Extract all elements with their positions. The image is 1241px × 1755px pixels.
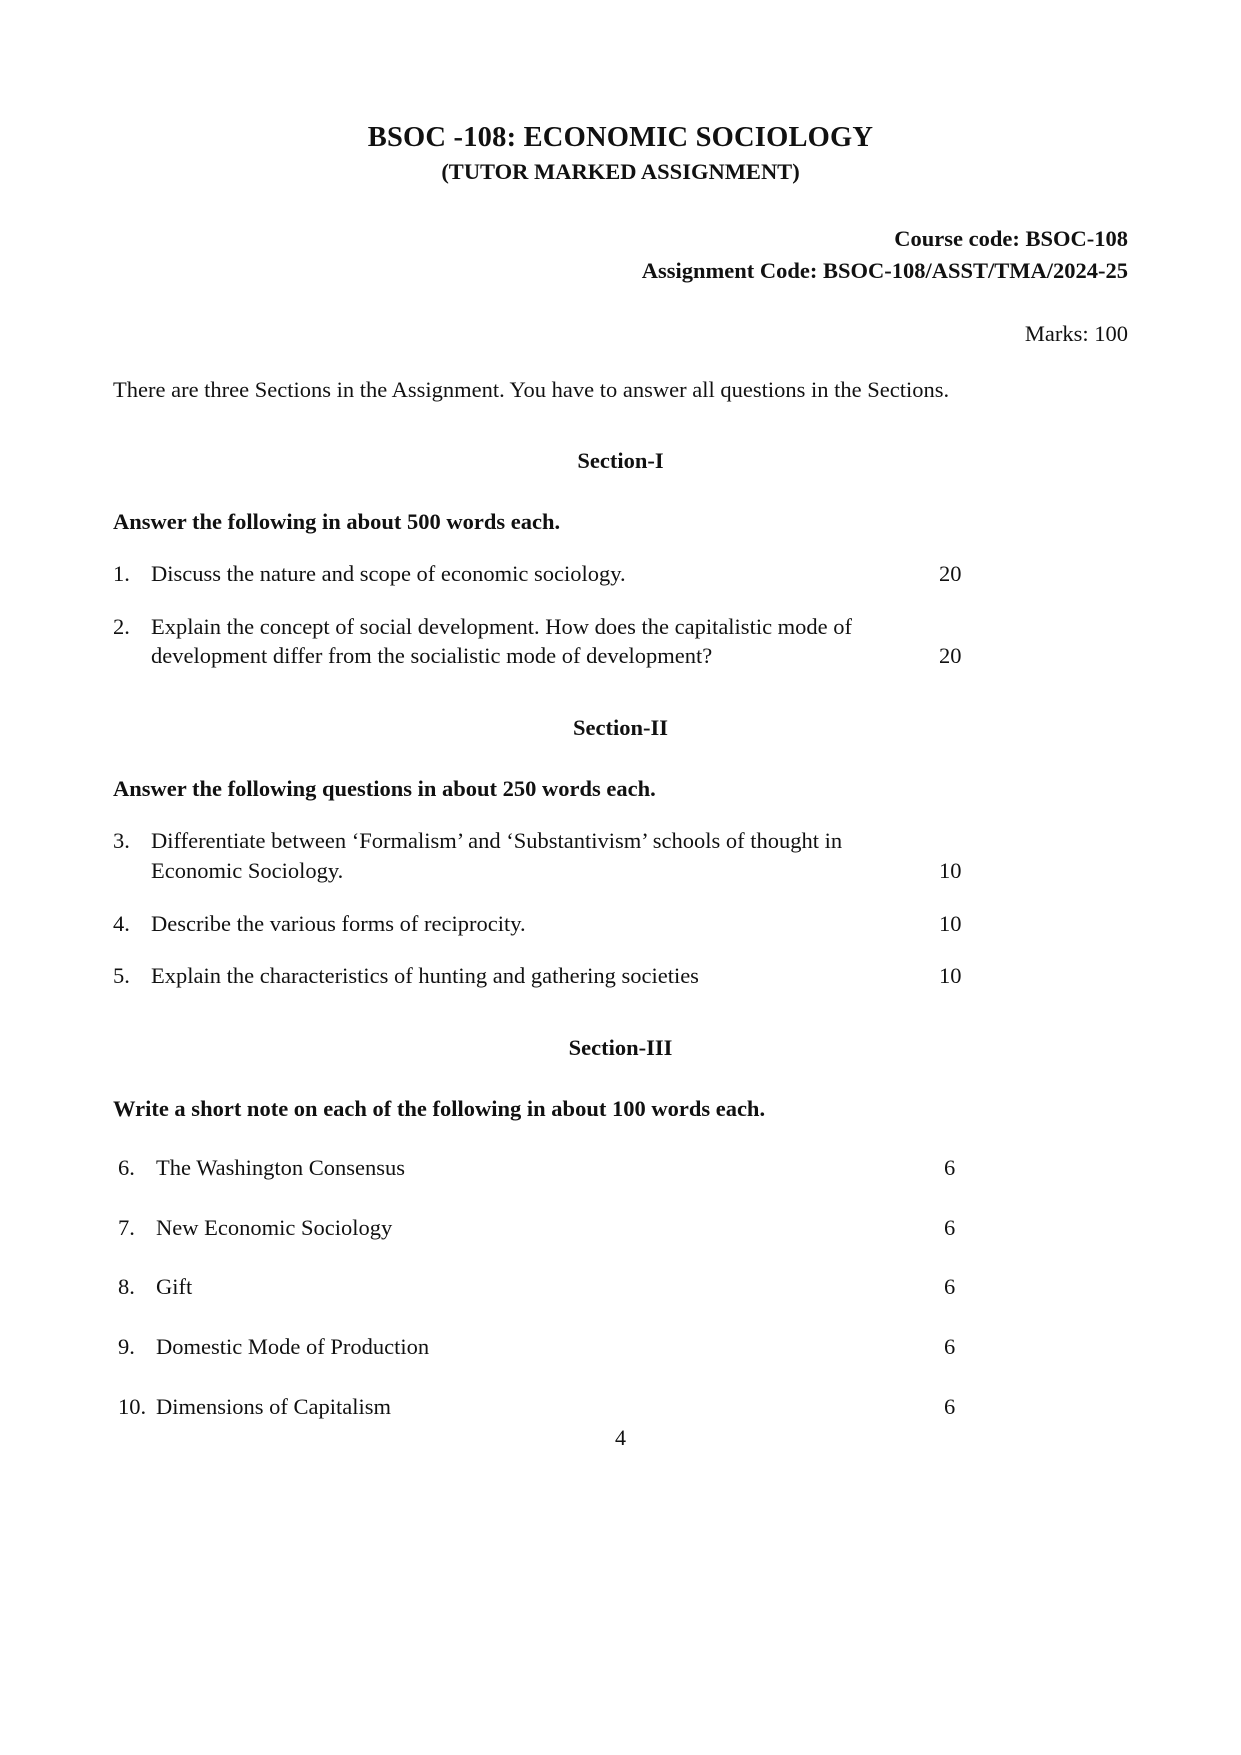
page-number: 4: [615, 1425, 626, 1450]
question-item: [113, 612, 1128, 671]
question-text-line-1: Differentiate between ‘Formalism’ and ‘Substantivism’ schools of thought in: [151, 828, 843, 854]
question-text: [151, 826, 939, 885]
question-text: New Economic Sociology: [156, 1214, 393, 1240]
intro-paragraph: There are three Sections in the Assignment. You have to answer all questions in the Sections.: [113, 376, 950, 402]
question-marks: 6: [944, 1274, 956, 1300]
question-item: [113, 1332, 1128, 1362]
question-number: 8.: [118, 1274, 135, 1300]
question-item: [113, 1392, 1128, 1422]
question-number: 10.: [118, 1393, 147, 1419]
section-3: [113, 1035, 1128, 1422]
question-number: 6.: [118, 1155, 135, 1181]
question-marks: 10: [939, 910, 962, 936]
section-3-heading: Section-III: [568, 1034, 673, 1060]
question-text: Dimensions of Capitalism: [156, 1393, 391, 1419]
question-text-line-2: Economic Sociology.: [151, 857, 344, 883]
question-text: Explain the characteristics of hunting and gathering societies: [151, 963, 699, 989]
section-3-instruction: Write a short note on each of the following in about 100 words each.: [113, 1095, 766, 1121]
question-item: [113, 909, 1128, 939]
question-marks: 10: [939, 963, 962, 989]
course-code: Course code: BSOC-108: [894, 225, 1128, 251]
question-item: [113, 1213, 1128, 1243]
section-1: [113, 448, 1128, 671]
question-text: Gift: [156, 1274, 193, 1300]
section-1-instruction: Answer the following in about 500 words each.: [113, 508, 561, 534]
question-text: The Washington Consensus: [156, 1155, 406, 1181]
question-item: [113, 559, 1128, 589]
question-number: 1.: [113, 561, 130, 587]
question-number: 9.: [118, 1334, 135, 1360]
question-number: 7.: [118, 1214, 135, 1240]
question-item: [113, 1153, 1128, 1183]
question-number: 4.: [113, 910, 130, 936]
page-title: BSOC -108: ECONOMIC SOCIOLOGY: [367, 122, 874, 153]
section-2-heading: Section-II: [573, 715, 668, 741]
section-1-heading: Section-I: [577, 447, 664, 473]
question-marks: 20: [939, 561, 962, 587]
section-2-instruction: Answer the following questions in about 250 words each.: [113, 776, 656, 802]
section-2-question-list: [113, 826, 1128, 991]
question-item: [113, 826, 1128, 885]
code-block: [113, 223, 1128, 287]
question-marks: 6: [944, 1393, 956, 1419]
section-2: [113, 715, 1128, 991]
question-number: 5.: [113, 963, 130, 989]
question-item: [113, 1272, 1128, 1302]
question-number: 2.: [113, 613, 130, 639]
page-subtitle: (TUTOR MARKED ASSIGNMENT): [441, 158, 800, 184]
question-item: [113, 961, 1128, 991]
section-1-question-list: [113, 559, 1128, 671]
question-text: Discuss the nature and scope of economic sociology.: [151, 561, 626, 587]
question-marks: 10: [939, 857, 962, 883]
question-text-line-2: development differ from the socialistic mode of development?: [151, 643, 713, 669]
title-block: [113, 0, 1128, 185]
question-number: 3.: [113, 828, 130, 854]
question-text-line-1: Explain the concept of social development. How does the capitalistic mode of: [151, 613, 853, 639]
question-marks: 6: [944, 1155, 956, 1181]
question-marks: 20: [939, 643, 962, 669]
section-3-question-list: [113, 1153, 1128, 1421]
question-text: [151, 612, 939, 671]
question-text: Domestic Mode of Production: [156, 1334, 430, 1360]
total-marks: Marks: 100: [1024, 320, 1128, 346]
question-marks: 6: [944, 1334, 956, 1360]
question-text: Describe the various forms of reciprocity.: [151, 910, 526, 936]
page-content: [113, 0, 1128, 1422]
assignment-code: Assignment Code: BSOC-108/ASST/TMA/2024-25: [641, 257, 1128, 283]
question-marks: 6: [944, 1214, 956, 1240]
